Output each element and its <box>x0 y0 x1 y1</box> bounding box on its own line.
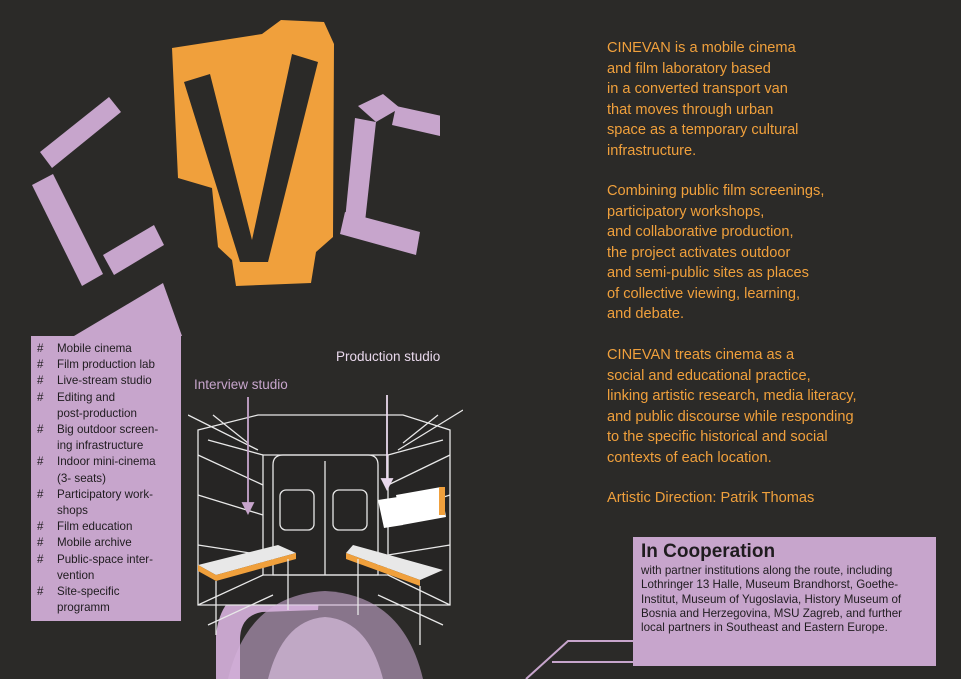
bullet-hash: # <box>37 487 44 501</box>
feature-text: Mobile archive <box>57 536 132 550</box>
bullet-hash: # <box>37 390 44 404</box>
feature-list-item <box>35 487 177 519</box>
bullet-hash: # <box>37 536 44 550</box>
feature-text: Big outdoor screen- ing infrastructure <box>57 423 159 453</box>
feature-list-item <box>35 552 177 584</box>
feature-text: Editing and post-production <box>57 390 137 420</box>
bullet-hash: # <box>37 423 44 437</box>
feature-text: Participatory work- shops <box>57 487 153 518</box>
logo-v <box>172 20 334 286</box>
van-interior-illustration <box>188 395 463 679</box>
feature-text: Indoor mini-cinema (3- seats) <box>57 455 156 485</box>
feature-text: Film production lab <box>57 358 155 372</box>
bullet-hash: # <box>37 455 44 469</box>
feature-list-item <box>35 422 177 454</box>
cooperation-box <box>633 537 936 666</box>
feature-list-item <box>35 584 177 616</box>
bullet-hash: # <box>37 358 44 372</box>
feature-list-item <box>35 519 177 535</box>
cooperation-heading: In Cooperation <box>641 541 776 562</box>
logo-c-right <box>340 94 440 255</box>
feature-list-box <box>31 336 181 621</box>
feature-text: Public-space inter- vention <box>57 552 154 582</box>
production-studio-label: Production studio <box>336 349 441 364</box>
outline-shape <box>526 641 633 679</box>
bullet-hash: # <box>37 552 44 566</box>
feature-text: Mobile cinema <box>57 342 132 355</box>
feature-list-item <box>35 390 177 422</box>
bullet-hash: # <box>37 585 44 599</box>
description-paragraph-3: CINEVAN treats cinema as a social and educational practice, linking artistic research, media literacy, and public discourse while responding to the specific historical and social contexts of each location. <box>607 347 857 466</box>
description-paragraph-1: CINEVAN is a mobile cinema and film laboratory based in a converted transport van that moves through urban space as a temporary cultural infrastructure. <box>607 40 799 159</box>
interview-studio-label: Interview studio <box>194 377 288 392</box>
feature-list-item <box>35 357 177 373</box>
artistic-direction: Artistic Direction: Patrik Thomas <box>607 490 815 506</box>
logo-c-left <box>32 97 164 286</box>
feature-list-item <box>35 454 177 486</box>
cvc-logo <box>0 0 440 340</box>
feature-list-item <box>35 341 177 357</box>
feature-text: Live-stream studio <box>57 374 152 388</box>
description-paragraph-2: Combining public film screenings, participatory workshops, and collaborative production, the project activates outdoor and semi-public sites as places of collective viewing, learning, and debate. <box>607 183 825 322</box>
feature-text: Film education <box>57 520 133 534</box>
feature-text: Site-specific programm <box>57 585 120 615</box>
feature-list-item <box>35 535 177 551</box>
bullet-hash: # <box>37 342 44 355</box>
bullet-hash: # <box>37 374 44 388</box>
feature-list-item <box>35 373 177 389</box>
bullet-hash: # <box>37 520 44 534</box>
cooperation-body: with partner institutions along the route, including Lothringer 13 Halle, Museum Brandhorst, Goethe-Institut, Museum of Yugoslavia, History Museum of Bosnia and Herzegovina, MSU Zagreb, and further local partners in Southeast and Eastern Europe. <box>641 564 903 635</box>
feature-list <box>35 341 177 616</box>
